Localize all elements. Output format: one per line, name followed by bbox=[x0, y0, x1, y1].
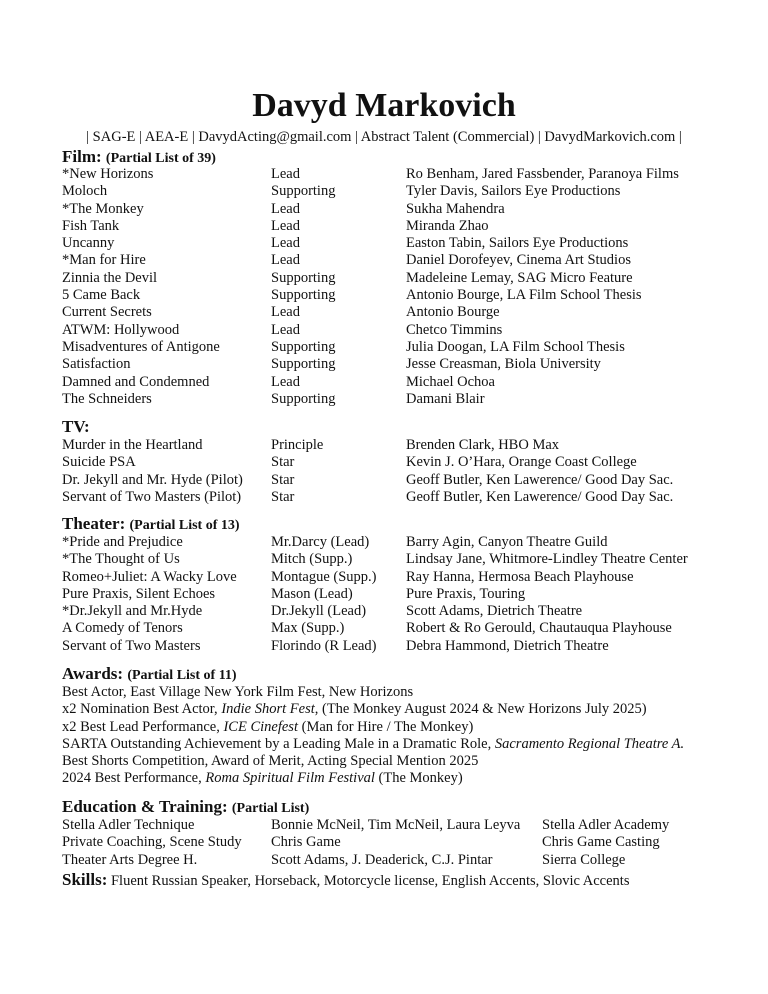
theater-title: *Pride and Prejudice bbox=[62, 534, 183, 550]
theater-role: Florindo (R Lead) bbox=[271, 637, 377, 654]
film-role: Supporting bbox=[271, 338, 336, 355]
film-section bbox=[62, 147, 768, 408]
film-role: Supporting bbox=[271, 287, 336, 304]
education-heading bbox=[62, 797, 768, 817]
theater-title: Pure Praxis, Silent Echoes bbox=[62, 585, 216, 602]
awards-heading-sub: (Partial List of 11) bbox=[127, 668, 237, 683]
tv-row bbox=[62, 437, 768, 454]
film-director: Ro Benham, Jared Fassbender, Paranoya Films bbox=[406, 166, 679, 182]
film-title: *Man for Hire bbox=[62, 252, 146, 269]
tv-list bbox=[62, 437, 768, 506]
award-text: SARTA Outstanding Achievement by a Leading Male in a Dramatic Role, bbox=[62, 735, 495, 752]
film-row bbox=[62, 339, 768, 356]
film-director: Antonio Bourge bbox=[406, 304, 500, 321]
theater-role: Max (Supp.) bbox=[271, 620, 345, 637]
tv-section bbox=[62, 417, 768, 506]
theater-title: Romeo+Juliet: A Wacky Love bbox=[62, 568, 237, 585]
film-director: Easton Tabin, Sailors Eye Productions bbox=[406, 235, 629, 252]
awards-section bbox=[62, 664, 768, 788]
theater-row bbox=[62, 534, 768, 551]
theater-row bbox=[62, 586, 768, 603]
film-row bbox=[62, 183, 768, 200]
film-role: Supporting bbox=[271, 183, 336, 200]
film-title: Damned and Condemned bbox=[62, 373, 210, 390]
tv-director: Geoff Butler, Ken Lawerence/ Good Day Sac. bbox=[406, 471, 674, 488]
film-row bbox=[62, 356, 768, 373]
tv-title: Murder in the Heartland bbox=[62, 437, 203, 453]
film-title: ATWM: Hollywood bbox=[62, 321, 180, 338]
tv-row bbox=[62, 489, 768, 506]
award-text: 2024 Best Performance, bbox=[62, 770, 206, 787]
film-title: Fish Tank bbox=[62, 217, 120, 234]
skills-line bbox=[62, 870, 629, 891]
tv-director: Brenden Clark, HBO Max bbox=[406, 437, 560, 453]
film-row bbox=[62, 235, 768, 252]
film-title: Uncanny bbox=[62, 235, 115, 252]
theater-row bbox=[62, 569, 768, 586]
award-text: (Man for Hire / The Monkey) bbox=[297, 718, 474, 735]
film-title: *New Horizons bbox=[62, 166, 154, 182]
award-text: x2 Best Lead Performance, bbox=[62, 718, 224, 735]
film-role: Lead bbox=[271, 321, 300, 338]
film-director: Damani Blair bbox=[406, 390, 485, 407]
contact-line: | SAG-E | AEA-E | DavydActing@gmail.com | Abstract Talent (Commercial) | DavydMarkovich.com | bbox=[86, 129, 682, 145]
film-row bbox=[62, 287, 768, 304]
education-course: Stella Adler Technique bbox=[62, 817, 195, 833]
film-role: Supporting bbox=[271, 390, 336, 407]
film-director: Chetco Timmins bbox=[406, 321, 503, 338]
awards-heading-title: Awards: bbox=[62, 664, 124, 683]
film-title: The Schneiders bbox=[62, 390, 152, 407]
theater-title: *The Thought of Us bbox=[62, 551, 180, 568]
award-item bbox=[62, 753, 768, 770]
tv-director: Kevin J. O’Hara, Orange Coast College bbox=[406, 454, 637, 471]
skills-text: Fluent Russian Speaker, Horseback, Motorcycle license, English Accents, Slovic Accents bbox=[107, 873, 630, 889]
film-list bbox=[62, 166, 768, 408]
film-heading bbox=[62, 147, 768, 166]
award-item bbox=[62, 736, 768, 753]
theater-list bbox=[62, 534, 768, 655]
education-course: Private Coaching, Scene Study bbox=[62, 834, 242, 851]
theater-row bbox=[62, 551, 768, 568]
award-text: Best Actor, East Village New York Film Fest, New Horizons bbox=[62, 684, 414, 700]
film-role: Lead bbox=[271, 166, 300, 182]
education-instructor: Chris Game bbox=[271, 834, 341, 851]
theater-row bbox=[62, 620, 768, 637]
theater-director: Debra Hammond, Dietrich Theatre bbox=[406, 637, 609, 654]
theater-title: *Dr.Jekyll and Mr.Hyde bbox=[62, 603, 203, 620]
film-row bbox=[62, 304, 768, 321]
film-row bbox=[62, 201, 768, 218]
film-row bbox=[62, 218, 768, 235]
film-title: Moloch bbox=[62, 183, 108, 200]
skills-label: Skills: bbox=[62, 870, 108, 889]
tv-role: Star bbox=[271, 488, 295, 505]
film-role: Lead bbox=[271, 252, 300, 269]
film-title: 5 Came Back bbox=[62, 287, 141, 304]
tv-title: Dr. Jekyll and Mr. Hyde (Pilot) bbox=[62, 471, 243, 488]
education-heading-sub: (Partial List) bbox=[231, 801, 310, 816]
tv-heading-title: TV: bbox=[62, 417, 90, 436]
theater-section bbox=[62, 514, 768, 655]
education-row bbox=[62, 817, 768, 834]
film-title: Misadventures of Antigone bbox=[62, 338, 220, 355]
award-item bbox=[62, 719, 768, 736]
film-row bbox=[62, 166, 768, 183]
film-director: Tyler Davis, Sailors Eye Productions bbox=[406, 183, 621, 200]
tv-role: Star bbox=[271, 454, 295, 471]
tv-role: Principle bbox=[271, 437, 324, 453]
education-institution: Sierra College bbox=[542, 851, 626, 868]
education-row bbox=[62, 852, 768, 869]
film-director: Miranda Zhao bbox=[406, 217, 489, 234]
film-row bbox=[62, 391, 768, 408]
theater-director: Scott Adams, Dietrich Theatre bbox=[406, 603, 583, 620]
theater-director: Barry Agin, Canyon Theatre Guild bbox=[406, 534, 608, 550]
theater-row bbox=[62, 638, 768, 655]
award-text: x2 Nomination Best Actor, bbox=[62, 701, 222, 718]
awards-heading bbox=[62, 664, 768, 684]
theater-heading-sub: (Partial List of 13) bbox=[129, 518, 240, 533]
theater-director: Lindsay Jane, Whitmore-Lindley Theatre Center bbox=[406, 551, 688, 568]
theater-heading-title: Theater: bbox=[62, 514, 126, 533]
film-director: Daniel Dorofeyev, Cinema Art Studios bbox=[406, 252, 631, 269]
tv-director: Geoff Butler, Ken Lawerence/ Good Day Sac. bbox=[406, 488, 674, 505]
awards-list bbox=[62, 684, 768, 788]
film-role: Lead bbox=[271, 235, 300, 252]
award-text: Best Shorts Competition, Award of Merit, Acting Special Mention 2025 bbox=[62, 753, 479, 770]
film-director: Sukha Mahendra bbox=[406, 200, 505, 217]
film-title: Zinnia the Devil bbox=[62, 269, 158, 286]
theater-role: Mr.Darcy (Lead) bbox=[271, 534, 370, 550]
education-list bbox=[62, 817, 768, 869]
tv-row bbox=[62, 454, 768, 471]
film-role: Supporting bbox=[271, 356, 336, 373]
education-heading-title: Education & Training: bbox=[62, 797, 228, 816]
film-row bbox=[62, 270, 768, 287]
theater-director: Ray Hanna, Hermosa Beach Playhouse bbox=[406, 568, 634, 585]
film-title: Current Secrets bbox=[62, 304, 152, 321]
film-director: Julia Doogan, LA Film School Thesis bbox=[406, 338, 625, 355]
theater-row bbox=[62, 603, 768, 620]
education-section bbox=[62, 797, 768, 869]
award-festival: Roma Spiritual Film Festival bbox=[205, 770, 375, 787]
theater-role: Dr.Jekyll (Lead) bbox=[271, 603, 367, 620]
education-course: Theater Arts Degree H. bbox=[62, 851, 198, 868]
education-institution: Chris Game Casting bbox=[542, 834, 660, 851]
education-instructor: Scott Adams, J. Deaderick, C.J. Pintar bbox=[271, 851, 493, 868]
tv-title: Servant of Two Masters (Pilot) bbox=[62, 488, 242, 505]
education-instructor: Bonnie McNeil, Tim McNeil, Laura Leyva bbox=[271, 817, 521, 833]
award-item bbox=[62, 701, 768, 718]
film-role: Lead bbox=[271, 373, 300, 390]
film-role: Lead bbox=[271, 200, 300, 217]
award-text: (The Monkey) bbox=[374, 770, 463, 787]
theater-director: Pure Praxis, Touring bbox=[406, 585, 526, 602]
film-director: Jesse Creasman, Biola University bbox=[406, 356, 601, 373]
theater-director: Robert & Ro Gerould, Chautauqua Playhouse bbox=[406, 620, 672, 637]
award-text: , (The Monkey August 2024 & New Horizons July 2025) bbox=[314, 701, 647, 718]
theater-title: A Comedy of Tenors bbox=[62, 620, 183, 637]
theater-role: Mitch (Supp.) bbox=[271, 551, 353, 568]
award-festival: Sacramento Regional Theatre A. bbox=[494, 735, 685, 752]
education-row bbox=[62, 834, 768, 851]
tv-title: Suicide PSA bbox=[62, 454, 136, 471]
film-role: Lead bbox=[271, 217, 300, 234]
film-row bbox=[62, 374, 768, 391]
film-title: *The Monkey bbox=[62, 200, 144, 217]
award-item bbox=[62, 684, 768, 701]
theater-role: Montague (Supp.) bbox=[271, 568, 377, 585]
award-item bbox=[62, 770, 768, 787]
film-row bbox=[62, 322, 768, 339]
film-director: Antonio Bourge, LA Film School Thesis bbox=[406, 287, 642, 304]
film-director: Michael Ochoa bbox=[406, 373, 495, 390]
theater-role: Mason (Lead) bbox=[271, 585, 353, 602]
tv-row bbox=[62, 472, 768, 489]
film-role: Supporting bbox=[271, 269, 336, 286]
award-festival: ICE Cinefest bbox=[223, 718, 298, 735]
film-heading-title: Film: bbox=[62, 147, 102, 166]
tv-heading bbox=[62, 417, 768, 437]
film-director: Madeleine Lemay, SAG Micro Feature bbox=[406, 269, 633, 286]
theater-heading bbox=[62, 514, 768, 534]
award-festival: Indie Short Fest bbox=[221, 701, 315, 718]
film-row bbox=[62, 252, 768, 269]
film-title: Satisfaction bbox=[62, 356, 131, 373]
film-role: Lead bbox=[271, 304, 300, 321]
film-heading-sub: (Partial List of 39) bbox=[105, 151, 216, 166]
tv-role: Star bbox=[271, 471, 295, 488]
theater-title: Servant of Two Masters bbox=[62, 637, 201, 654]
resume-name: Davyd Markovich bbox=[252, 87, 516, 124]
education-institution: Stella Adler Academy bbox=[542, 817, 670, 833]
